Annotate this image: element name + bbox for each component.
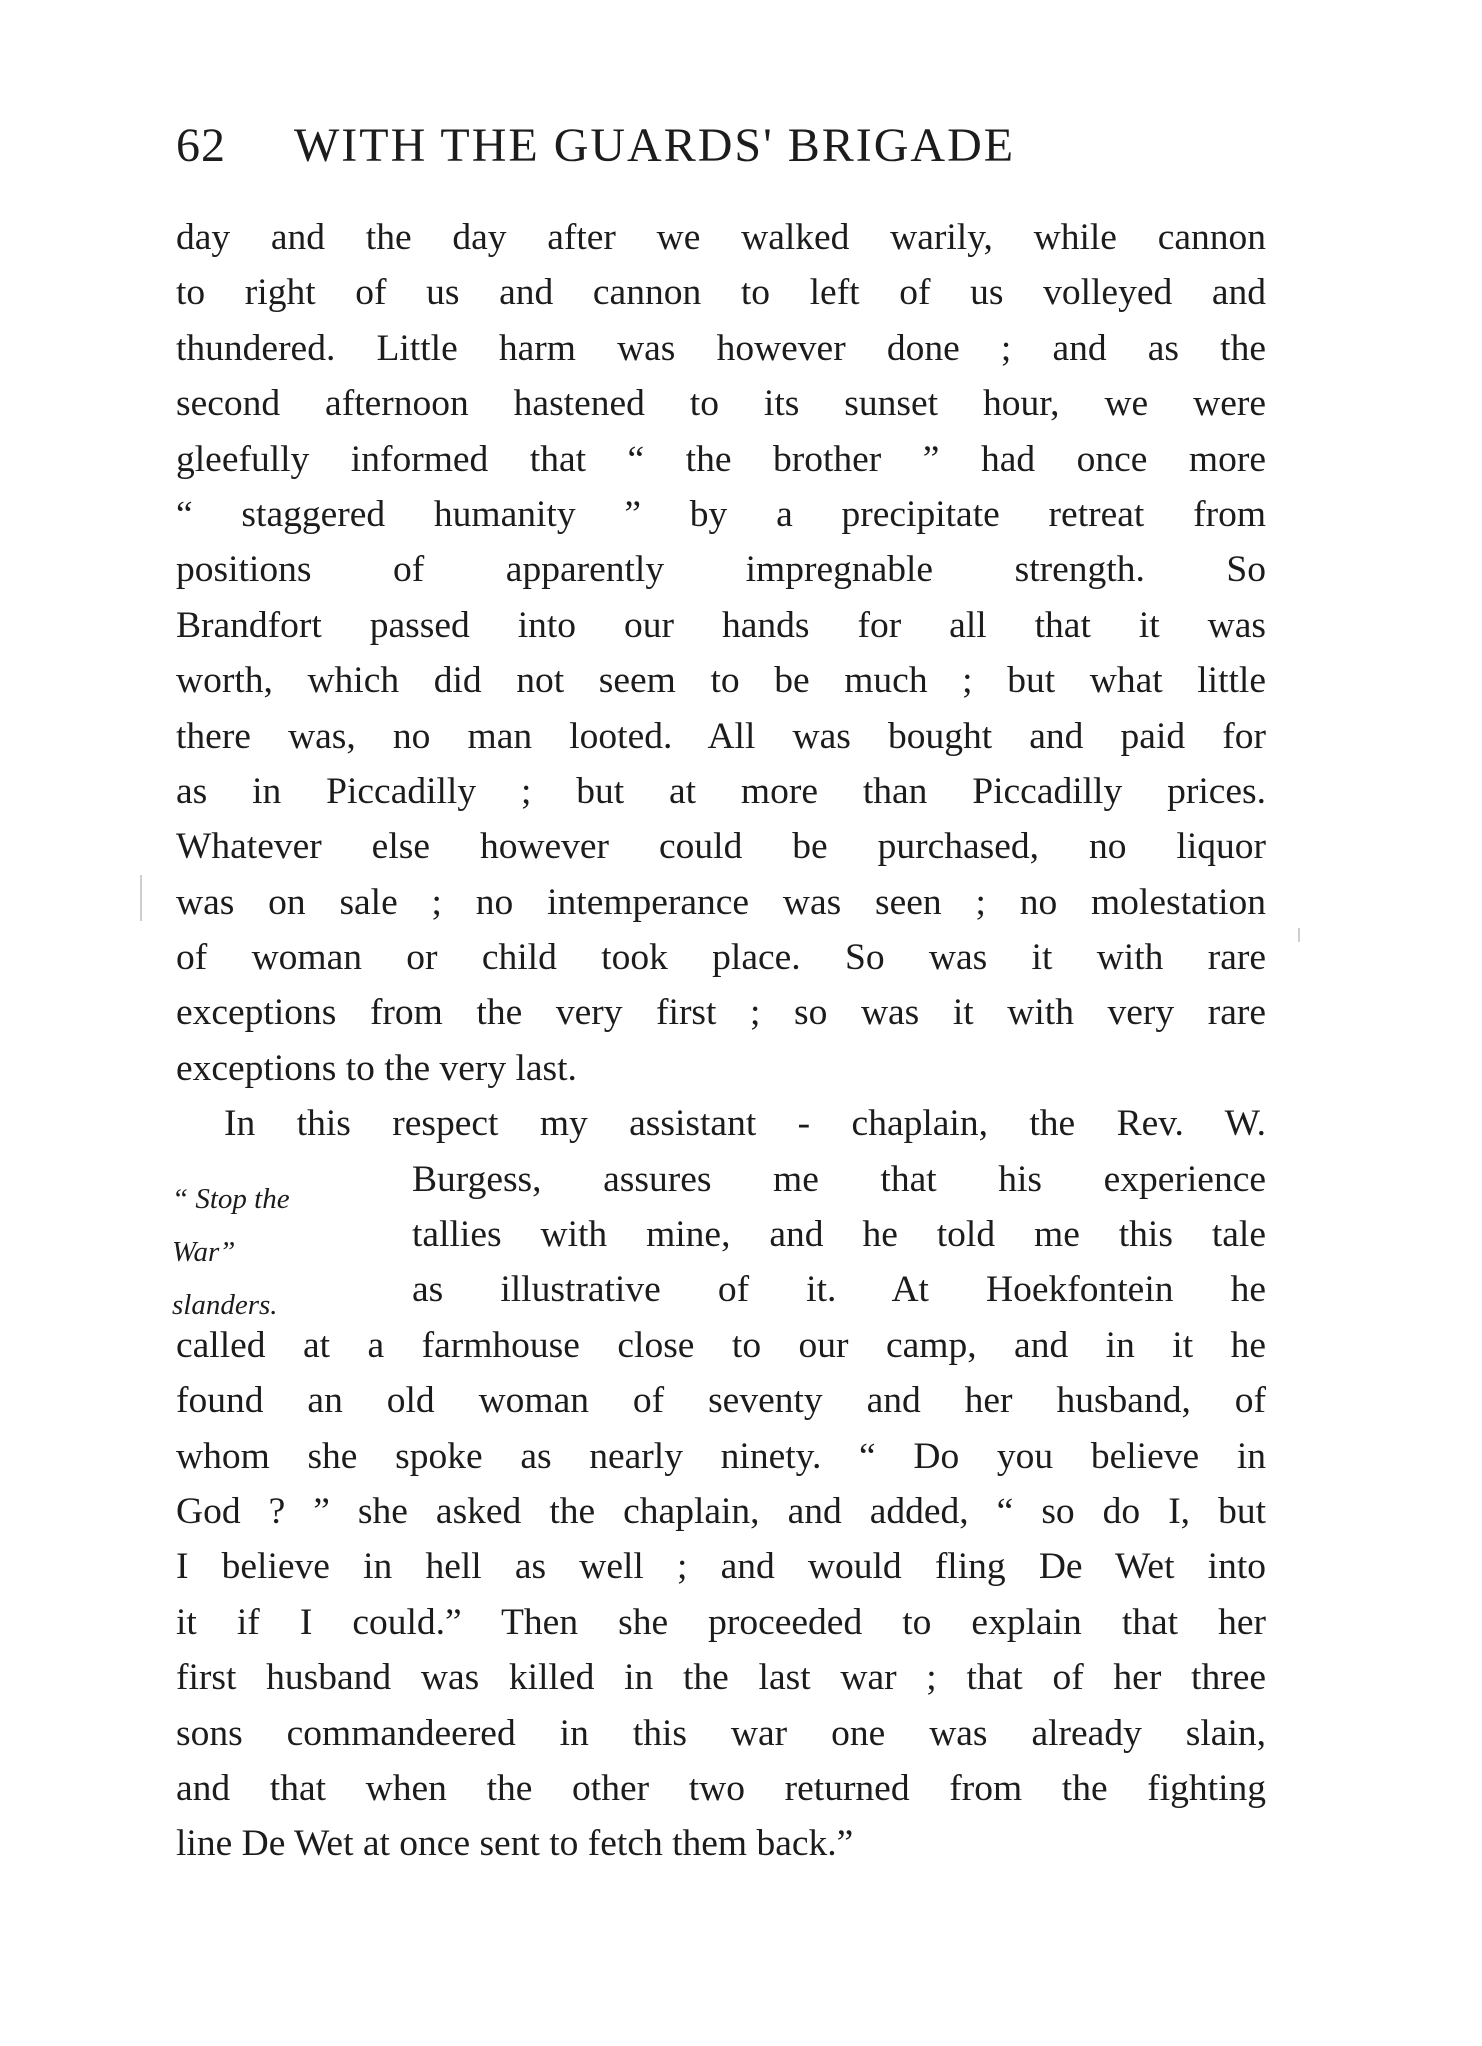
text-line: second afternoon hastened to its sunset hour, we were xyxy=(176,383,1266,425)
text-line: called at a farmhouse close to our camp, and in it he xyxy=(176,1324,1266,1366)
text-line: and that when the other two returned from the fighting xyxy=(176,1767,1266,1809)
text-line: was on sale ; no intemperance was seen ; no molestation xyxy=(176,881,1266,923)
text-line: exceptions to the very last. xyxy=(176,1047,577,1089)
text-line: worth, which did not seem to be much ; but what little xyxy=(176,660,1266,702)
text-line: first husband was killed in the last war ; that of her three xyxy=(176,1657,1266,1699)
text-line: In this respect my assistant - chaplain, the Rev. W. xyxy=(224,1103,1266,1145)
text-line: as illustrative of it. At Hoekfontein he xyxy=(412,1269,1266,1311)
margin-sidenote xyxy=(172,1173,362,1332)
text-line: day and the day after we walked warily, while cannon xyxy=(176,217,1266,258)
text-line: whom she spoke as nearly ninety. “ Do you believe in xyxy=(176,1435,1266,1477)
text-line: “ staggered humanity ” by a precipitate retreat from xyxy=(176,493,1266,535)
text-line: positions of apparently impregnable strength. So xyxy=(176,549,1266,591)
text-line: thundered. Little harm was however done ; and as the xyxy=(176,327,1266,369)
sidenote-line: “ Stop the xyxy=(172,1183,290,1215)
text-line: there was, no man looted. All was bought and paid for xyxy=(176,715,1266,757)
text-line: found an old woman of seventy and her husband, of xyxy=(176,1380,1266,1422)
text-line: Brandfort passed into our hands for all that it was xyxy=(176,604,1266,646)
running-title: WITH THE GUARDS' BRIGADE xyxy=(294,119,1016,172)
text-line: I believe in hell as well ; and would fling De Wet into xyxy=(176,1546,1266,1588)
scan-speck xyxy=(1298,928,1300,942)
text-line: line De Wet at once sent to fetch them back.” xyxy=(176,1823,854,1865)
scan-speck xyxy=(140,875,142,921)
running-head xyxy=(176,118,1266,178)
text-line: of woman or child took place. So was it with rare xyxy=(176,937,1266,979)
text-line: Burgess, assures me that his experience xyxy=(412,1158,1266,1200)
text-line: exceptions from the very first ; so was it with very rare xyxy=(176,992,1266,1034)
text-line: Whatever else however could be purchased, no liquor xyxy=(176,826,1266,868)
text-line: to right of us and cannon to left of us volleyed and xyxy=(176,272,1266,314)
body-text xyxy=(176,210,1266,1872)
text-line: gleefully informed that “ the brother ” had once more xyxy=(176,438,1266,480)
text-line: God ? ” she asked the chaplain, and added, “ so do I, but xyxy=(176,1490,1266,1532)
page-number: 62 xyxy=(176,119,226,172)
text-line: tallies with mine, and he told me this tale xyxy=(412,1214,1266,1256)
sidenote-line: War” xyxy=(172,1236,236,1268)
text-line: as in Piccadilly ; but at more than Piccadilly prices. xyxy=(176,770,1266,812)
text-line: sons commandeered in this war one was already slain, xyxy=(176,1712,1266,1754)
paragraph-1 xyxy=(176,210,1266,1096)
sidenote-line: slanders. xyxy=(172,1289,278,1321)
text-line: it if I could.” Then she proceeded to explain that her xyxy=(176,1601,1266,1643)
